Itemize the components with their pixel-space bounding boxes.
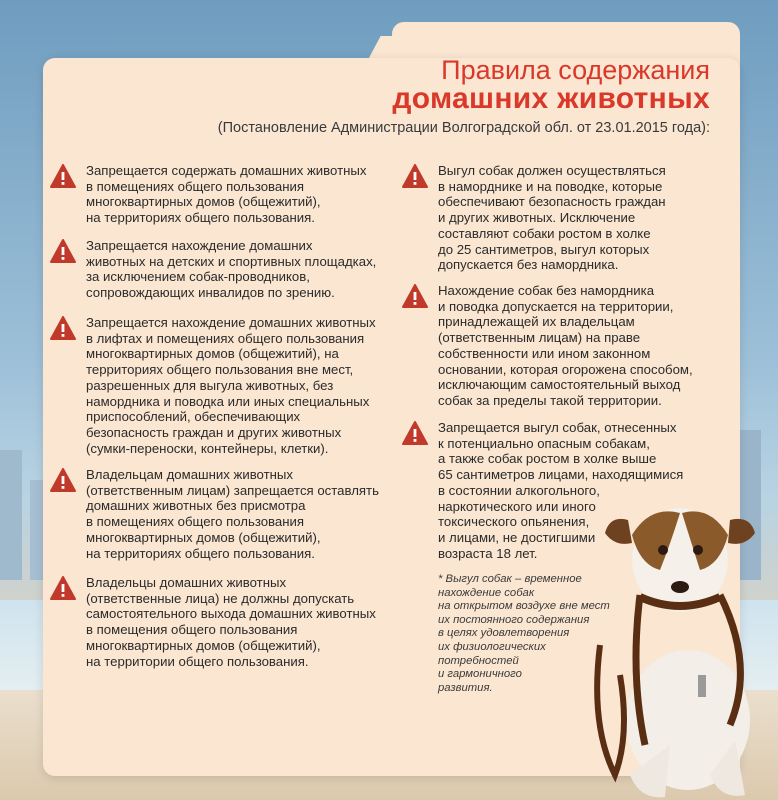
rule-line: исключающим самостоятельный выход xyxy=(438,377,681,393)
rule-line: сопровождающих инвалидов по зрению. xyxy=(86,285,335,301)
rule-line: разрешенных для выгула животных, без xyxy=(86,377,334,393)
warning-icon xyxy=(402,284,428,308)
rule-line: (ответственным лицам) на праве xyxy=(438,330,641,346)
rule-line: в наморднике и на поводке, которые xyxy=(438,178,663,194)
warning-icon xyxy=(402,421,428,445)
warning-icon xyxy=(50,316,76,340)
rule-line: и поводка допускается на территории, xyxy=(438,298,674,314)
rule-line: в помещения общего пользования xyxy=(86,622,298,638)
footnote-line: в целях удовлетворения xyxy=(438,627,570,640)
rule-line: Запрещается выгул собак, отнесенных xyxy=(438,420,677,435)
rule-line: наркотического или иного xyxy=(438,498,596,514)
rule-line: в помещениях общего пользования xyxy=(86,178,305,194)
warning-icon xyxy=(50,239,76,263)
rule-line: токсического опьянения, xyxy=(438,514,590,530)
rule-line: на территориях общего пользования. xyxy=(86,210,315,226)
rule-line: за исключением собак-проводников, xyxy=(86,269,310,285)
rule-line: многоквартирных домов (общежитий), xyxy=(86,529,321,545)
title-line-2: домашних животных xyxy=(392,82,710,115)
rule-line: принадлежащей их владельцам xyxy=(438,314,635,330)
rule-line: основании, которая огорожена способом, xyxy=(438,361,693,377)
rule-right-1 xyxy=(402,163,666,273)
rule-line: животных на детских и спортивных площадках, xyxy=(86,253,377,269)
rule-line: многоквартирных домов (общежитий), на xyxy=(86,346,339,362)
footnote-line: на открытом воздухе вне мест xyxy=(438,600,610,613)
rule-line: а также собак ростом в холке выше xyxy=(438,451,657,467)
rule-line: самостоятельного выхода домашних животных xyxy=(86,606,376,622)
rule-line: намордника и поводка или иных специальных xyxy=(86,393,370,409)
rule-left-4 xyxy=(50,467,379,561)
rule-line: (сумки-переноски, контейнеры, клетки). xyxy=(86,440,329,456)
rule-line: приспособлений, обеспечивающих xyxy=(86,409,301,425)
rule-line: собственности или ином законном xyxy=(438,345,651,361)
warning-icon xyxy=(50,164,76,188)
rule-line: Выгул собак должен осуществляться xyxy=(438,163,666,178)
rule-line: и лицами, не достигшими xyxy=(438,529,596,545)
warning-icon xyxy=(402,164,428,188)
dog-with-leash-illustration xyxy=(570,475,770,800)
rule-line: в состоянии алкогольного, xyxy=(438,482,600,498)
footnote-line: нахождение собак xyxy=(438,586,535,599)
rule-line: допускается без намордника. xyxy=(438,257,619,273)
footnote-line: и гармоничного xyxy=(438,668,522,681)
rule-line: Запрещается нахождение домашних xyxy=(86,238,313,253)
decree-subtitle: (Постановление Администрации Волгоградской обл. от 23.01.2015 года): xyxy=(217,120,710,136)
footnote-line: их постоянного содержания xyxy=(438,613,590,626)
rule-line: в лифтах и помещениях общего пользования xyxy=(86,330,365,346)
rule-left-5 xyxy=(50,575,376,669)
rule-line: обеспечивают безопасность граждан xyxy=(438,194,666,210)
rule-line: к потенциально опасным собакам, xyxy=(438,435,650,451)
rule-line: многоквартирных домов (общежитий), xyxy=(86,637,321,653)
rule-line: Запрещается нахождение домашних животных xyxy=(86,315,376,330)
rule-line: (ответственным лицам) запрещается оставлять xyxy=(86,482,379,498)
rule-line: в помещениях общего пользования xyxy=(86,514,305,530)
rule-line: до 25 сантиметров, выгул которых xyxy=(438,241,650,257)
rule-line: собак за пределы такой территории. xyxy=(438,392,662,408)
rule-left-2 xyxy=(50,238,376,301)
rule-line: Владельцам домашних животных xyxy=(86,467,294,482)
rule-line: домашних животных без присмотра xyxy=(86,498,306,514)
rule-line: составляют собаки ростом в холке xyxy=(438,225,651,241)
footnote-line: развития. xyxy=(438,681,493,694)
rule-line: Запрещается содержать домашних животных xyxy=(86,163,367,178)
footnote-line: потребностей xyxy=(438,654,519,667)
rule-line: Нахождение собак без намордника xyxy=(438,283,655,298)
rule-line: 65 сантиметров лицами, находящимися xyxy=(438,467,684,483)
title-line-1: Правила содержания xyxy=(441,55,710,85)
warning-icon xyxy=(50,576,76,600)
rule-line: (ответственные лица) не должны допускать xyxy=(86,590,355,606)
rule-line: безопасность граждан и других животных xyxy=(86,424,342,440)
rule-line: многоквартирных домов (общежитий), xyxy=(86,194,321,210)
warning-icon xyxy=(50,468,76,492)
rule-left-1 xyxy=(50,163,366,226)
rule-line: возраста 18 лет. xyxy=(438,545,538,561)
footnote-line: * Выгул собак – временное xyxy=(438,573,582,585)
rule-line: на территориях общего пользования. xyxy=(86,545,315,561)
rule-line: и других животных. Исключение xyxy=(438,210,636,226)
rule-line: Владельцы домашних животных xyxy=(86,575,287,590)
rule-left-3 xyxy=(50,315,376,456)
rule-line: территориях общего пользования вне мест, xyxy=(86,362,354,378)
footnote-line: их физиологических xyxy=(438,640,546,653)
rule-line: на территории общего пользования. xyxy=(86,653,309,669)
rule-right-2 xyxy=(402,283,693,409)
